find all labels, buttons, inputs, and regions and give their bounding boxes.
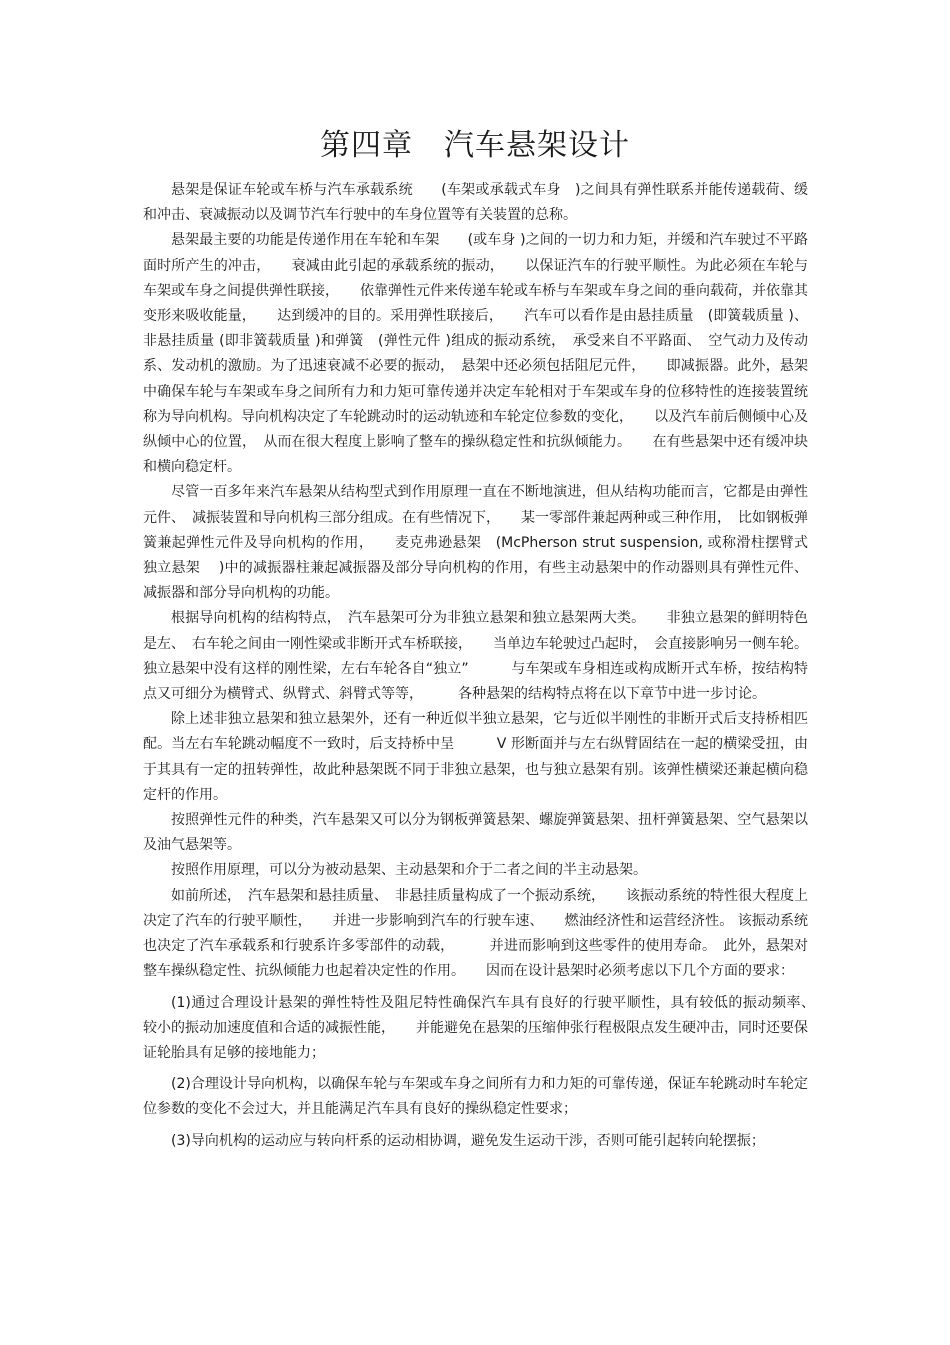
page-title: 第四章 汽车悬架设计: [320, 128, 630, 163]
requirement-item-3: (3)导向机构的运动应与转向杆系的运动相协调，避免发生运动干涉，否则可能引起转向轮摆振；: [171, 1132, 765, 1149]
paragraph-components: 尽管一百多年来汽车悬架从结构型式到作用原理一直在不断地演进，但从结构功能而言，它都是由弹性元件、 减振装置和导向机构三部分组成。在有些情况下， 某一零部件兼起两种或三种作用， 比如钢板弹簧兼起弹性元件及导向机构的作用， 麦克弗逊悬架 (McPherson strut suspension, 或称滑柱摆臂式独立悬架 )中的减振器柱兼起减振器及部分导向机构的作用，有些主动悬架中的作动器则具有弹性元件、减振器和部分导向机构的功能。: [143, 484, 808, 602]
document-body: [143, 178, 822, 1154]
paragraph-definition: 悬架是保证车轮或车桥与汽车承载系统 (车架或承载式车身 )之间具有弹性联系并能传递载荷、缓和冲击、衰减振动以及调节汽车行驶中的车身位置等有关装置的总称。: [143, 182, 808, 224]
requirement-item-2: (2)合理设计导向机构，以确保车轮与车架或车身之间所有力和力矩的可靠传递，保证车轮跳动时车轮定位参数的变化不会过大，并且能满足汽车具有良好的操纵稳定性要求；: [143, 1076, 808, 1118]
requirement-item-1: (1)通过合理设计悬架的弹性特性及阻尼特性确保汽车具有良好的行驶平顺性，具有较低的振动频率、 较小的振动加速度值和合适的减振性能， 并能避免在悬架的压缩伸张行程极限点发生硬冲击，同时还要保证轮胎具有足够的接地能力；: [143, 994, 822, 1061]
paragraph-elastic-elements: 按照弹性元件的种类，汽车悬架又可以分为钢板弹簧悬架、螺旋弹簧悬架、扭杆弹簧悬架、空气悬架以及油气悬架等。: [143, 812, 808, 854]
paragraph-classification: 根据导向机构的结构特点， 汽车悬架可分为非独立悬架和独立悬架两大类。 非独立悬架的鲜明特色是左、 右车轮之间由一刚性梁或非断开式车桥联接， 当单边车轮驶过凸起时， 会直接影响另一侧车轮。独立悬架中没有这样的刚性梁，左右车轮各自“独立” 与车架或车身相连或构成断开式车桥，按结构特点又可细分为横臂式、纵臂式、斜臂式等等， 各种悬架的结构特点将在以下章节中进一步讨论。: [143, 610, 808, 703]
paragraph-working-principle: 按照作用原理，可以分为被动悬架、主动悬架和介于二者之间的半主动悬架。: [171, 862, 647, 879]
paragraph-semi-independent: 除上述非独立悬架和独立悬架外，还有一种近似半独立悬架，它与近似半刚性的非断开式后支持桥相匹配。当左右车轮跳动幅度不一致时，后支持桥中呈 V 形断面并与左右纵臂固结在一起的横梁受扭，由于其具有一定的扭转弹性，故此种悬架既不同于非独立悬架，也与独立悬架有别。该弹性横梁还兼起横向稳定杆的作用。: [143, 711, 808, 803]
paragraph-functions: 悬架最主要的功能是传递作用在车轮和车架 (或车身 )之间的一切力和力矩，并缓和汽车驶过不平路面时所产生的冲击， 衰减由此引起的承载系统的振动， 以保证汽车的行驶平顺性。为此必须在车轮与车架或车身之间提供弹性联接， 依靠弹性元件来传递车轮或车桥与车架或车身之间的垂向载荷，并依靠其变形来吸收能量， 达到缓冲的目的。采用弹性联接后， 汽车可以看作是由悬挂质量 (即簧载质量 )、非悬挂质量 (即非簧载质量 )和弹簧 (弹性元件 )组成的振动系统， 承受来自不平路面、 空气动力及传动系、发动机的激励。为了迅速衰减不必要的振动， 悬架中还必须包括阻尼元件， 即减振器。此外，悬架中确保车轮与车架或车身之间所有力和力矩可靠传递并决定车轮相对于车架或车身的位移特性的连接装置统称为导向机构。导向机构决定了车轮跳动时的运动轨迹和车轮定位参数的变化， 以及汽车前后侧倾中心及纵倾中心的位置， 从而在很大程度上影响了整车的操纵稳定性和抗纵倾能力。 在有些悬架中还有缓冲块和横向稳定杆。: [143, 232, 808, 476]
paragraph-requirements-intro: 如前所述， 汽车悬架和悬挂质量、 非悬挂质量构成了一个振动系统， 该振动系统的特性很大程度上决定了汽车的行驶平顺性， 并进一步影响到汽车的行驶车速、 燃油经济性和运营经济性。 该振动系统也决定了汽车承载系和行驶系许多零部件的动载， 并进而影响到这些零件的使用寿命。 此外，悬架对整车操纵稳定性、抗纵倾能力也起着决定性的作用。 因而在设计悬架时必须考虑以下几个方面的要求：: [143, 887, 808, 980]
